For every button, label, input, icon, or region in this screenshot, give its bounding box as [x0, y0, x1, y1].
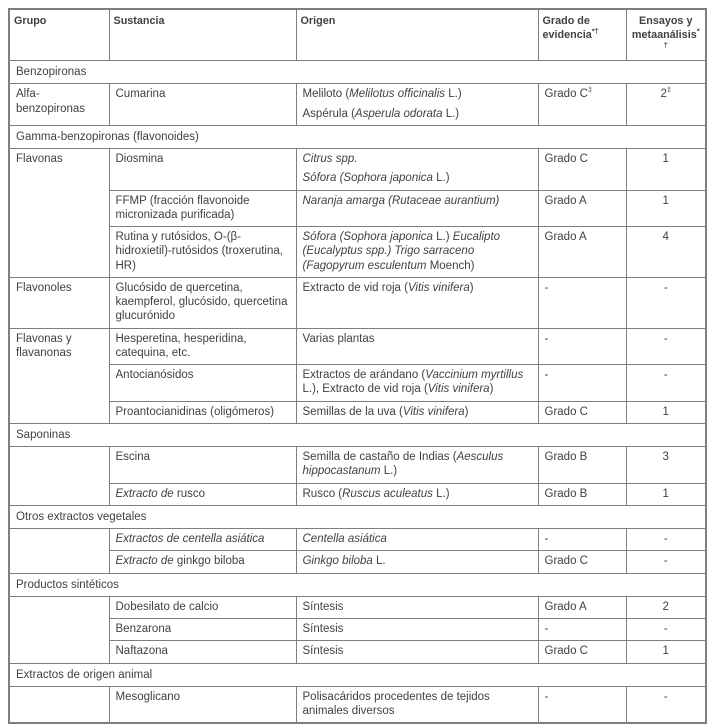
- cell-ensayos: [626, 619, 706, 641]
- text-segment: Naftazona: [115, 645, 168, 658]
- text-segment: Grado C: [544, 88, 588, 101]
- cell-origen: [296, 483, 538, 505]
- cell-ensayos: [626, 551, 706, 573]
- cell-grado: [538, 551, 626, 573]
- text-segment: Varias plantas: [302, 332, 375, 345]
- text-segment: ‡: [587, 85, 593, 95]
- cell-paragraph: [545, 487, 620, 501]
- cell-paragraph: [633, 281, 700, 295]
- text-segment: Vitis vinifera: [427, 383, 490, 396]
- cell-grado: [538, 483, 626, 505]
- cell-paragraph: [303, 450, 532, 479]
- cell-paragraph: [633, 644, 700, 658]
- column-header-sustancia: [109, 9, 296, 61]
- cell-sustancia: [109, 447, 296, 484]
- cell-origen: [296, 447, 538, 484]
- column-header-footnote-mark: *†: [663, 26, 700, 50]
- text-segment: Melilotus officinalis: [349, 88, 446, 101]
- cell-paragraph: [16, 87, 103, 116]
- cell-sustancia: [109, 84, 296, 126]
- column-header-label: Origen: [300, 15, 336, 27]
- cell-ensayos: [626, 596, 706, 618]
- text-segment: L.): [432, 172, 450, 185]
- text-segment: -: [544, 623, 549, 636]
- table-row: [9, 227, 706, 278]
- text-segment: Grado C: [544, 405, 588, 418]
- cell-origen: [296, 328, 538, 365]
- cell-paragraph: [545, 281, 620, 295]
- cell-ensayos: [626, 84, 706, 126]
- text-segment: 4: [662, 231, 669, 244]
- table-row: [9, 365, 706, 402]
- text-segment: -: [544, 332, 549, 345]
- cell-origen: [296, 529, 538, 551]
- cell-grado: [538, 365, 626, 402]
- section-cell: [9, 663, 706, 686]
- text-segment: Glucósido de quercetina, kaempferol, glucósido, quercetina glucurónido: [115, 281, 288, 323]
- cell-grado: [538, 529, 626, 551]
- text-segment: Meliloto (: [302, 88, 350, 101]
- cell-origen: [296, 401, 538, 423]
- cell-paragraph: [303, 281, 532, 295]
- cell-grupo: [9, 277, 109, 328]
- section-row: [9, 61, 706, 84]
- column-header-footnote-mark: *†: [591, 26, 599, 36]
- text-segment: Polisacáridos procedentes de tejidos animales diversos: [302, 690, 490, 718]
- cell-grado: [538, 619, 626, 641]
- text-segment: L.: [372, 555, 386, 568]
- section-label: Saponinas: [16, 428, 71, 441]
- text-segment: Moench): [426, 259, 475, 272]
- text-segment: Grado B: [544, 487, 588, 500]
- cell-paragraph: [116, 87, 290, 101]
- cell-paragraph: [116, 487, 290, 501]
- cell-paragraph: [633, 554, 700, 568]
- section-label: Benzopironas: [16, 66, 87, 79]
- column-header-label: Grado de evidencia: [542, 15, 592, 42]
- table-row: [9, 619, 706, 641]
- text-segment: Extractos de centella asiática: [115, 533, 265, 546]
- cell-origen: [296, 551, 538, 573]
- text-segment: Flavonas: [16, 153, 63, 166]
- text-segment: Grado C: [544, 555, 588, 568]
- cell-grado: [538, 190, 626, 227]
- text-segment: Hesperetina, hesperidina, catequina, etc.: [115, 332, 247, 359]
- text-segment: Rusco (: [302, 487, 343, 500]
- cell-sustancia: [109, 365, 296, 402]
- cell-origen: [296, 149, 538, 191]
- text-segment: ): [469, 281, 474, 294]
- cell-ensayos: [626, 447, 706, 484]
- cell-paragraph: [116, 368, 290, 382]
- text-segment: Sófora (Sophora japonica: [302, 172, 433, 185]
- text-segment: ): [464, 405, 469, 418]
- cell-paragraph: [545, 87, 620, 101]
- text-segment: -: [663, 690, 668, 703]
- text-segment: 1: [662, 645, 669, 658]
- column-header-origen: [296, 9, 538, 61]
- cell-paragraph: [633, 690, 700, 704]
- cell-paragraph: [633, 332, 700, 346]
- section-cell: [9, 61, 706, 84]
- text-segment: -: [663, 555, 668, 568]
- cell-origen: [296, 84, 538, 126]
- text-segment: -: [663, 332, 668, 345]
- text-segment: -: [663, 281, 668, 294]
- text-segment: Extractos de arándano (: [302, 369, 426, 382]
- section-row: [9, 423, 706, 446]
- cell-paragraph: [303, 87, 532, 101]
- text-segment: Proantocianidinas (oligómeros): [115, 405, 275, 418]
- cell-paragraph: [303, 487, 532, 501]
- cell-paragraph: [116, 622, 290, 636]
- text-segment: Mesoglicano: [115, 690, 181, 703]
- cell-sustancia: [109, 227, 296, 278]
- cell-paragraph: [545, 450, 620, 464]
- cell-paragraph: [633, 405, 700, 419]
- text-segment: Ginkgo biloba: [302, 555, 373, 568]
- cell-paragraph: [545, 690, 620, 704]
- cell-sustancia: [109, 596, 296, 618]
- text-segment: 1: [662, 153, 669, 166]
- cell-paragraph: [545, 554, 620, 568]
- text-segment: Vitis vinifera: [402, 405, 465, 418]
- cell-paragraph: [116, 600, 290, 614]
- cell-ensayos: [626, 529, 706, 551]
- text-segment: Vitis vinifera: [407, 281, 470, 294]
- text-segment: L.): [432, 231, 453, 244]
- cell-paragraph: [116, 281, 290, 324]
- cell-grado: [538, 596, 626, 618]
- cell-grupo: [9, 149, 109, 278]
- cell-origen: [296, 686, 538, 723]
- text-segment: 3: [662, 451, 669, 464]
- text-segment: 1: [662, 194, 669, 207]
- cell-ensayos: [626, 401, 706, 423]
- cell-grado: [538, 641, 626, 663]
- cell-grupo: [9, 529, 109, 574]
- text-segment: rusco: [173, 487, 205, 500]
- cell-paragraph: [545, 332, 620, 346]
- text-segment: -: [544, 281, 549, 294]
- text-segment: ‡: [666, 85, 672, 95]
- cell-origen: [296, 596, 538, 618]
- text-segment: -: [663, 623, 668, 636]
- table-row: [9, 190, 706, 227]
- cell-paragraph: [116, 554, 290, 568]
- text-segment: Rutina y rutósidos, O-(β-hidroxietil)-rutósidos (troxerutina, HR): [115, 231, 283, 272]
- text-segment: Extracto de: [115, 487, 174, 500]
- cell-paragraph: [633, 487, 700, 501]
- column-header-grupo: [9, 9, 109, 61]
- text-segment: Aspérula (: [302, 107, 355, 120]
- section-label: Productos sintéticos: [16, 578, 119, 591]
- text-segment: Grado A: [544, 194, 587, 207]
- cell-paragraph: [545, 622, 620, 636]
- text-segment: 1: [662, 405, 669, 418]
- text-segment: L.): [442, 107, 460, 120]
- cell-paragraph: [633, 152, 700, 166]
- cell-grado: [538, 447, 626, 484]
- section-row: [9, 505, 706, 528]
- section-cell: [9, 423, 706, 446]
- cell-paragraph: [545, 405, 620, 419]
- cell-ensayos: [626, 686, 706, 723]
- table-row: [9, 149, 706, 191]
- cell-ensayos: [626, 365, 706, 402]
- text-segment: -: [663, 369, 668, 382]
- cell-grupo: [9, 596, 109, 663]
- section-cell: [9, 505, 706, 528]
- text-segment: 1: [662, 487, 669, 500]
- text-segment: Síntesis: [302, 645, 344, 658]
- cell-paragraph: [116, 405, 290, 419]
- section-row: [9, 125, 706, 148]
- column-header-grado: [538, 9, 626, 61]
- text-segment: -: [663, 533, 668, 546]
- cell-ensayos: [626, 190, 706, 227]
- text-segment: L.): [380, 465, 398, 478]
- cell-origen: [296, 619, 538, 641]
- header-row: [9, 9, 706, 61]
- cell-grupo: [9, 328, 109, 423]
- cell-paragraph: [633, 194, 700, 208]
- text-segment: Vaccinium myrtillus: [425, 369, 524, 382]
- cell-paragraph: [116, 230, 290, 273]
- table-body: [9, 61, 706, 724]
- column-header-label: Sustancia: [113, 15, 165, 27]
- table-row: [9, 401, 706, 423]
- cell-sustancia: [109, 551, 296, 573]
- table-row: [9, 483, 706, 505]
- cell-paragraph: [633, 230, 700, 244]
- cell-paragraph: [545, 152, 620, 166]
- text-segment: Naranja amarga (Rutaceae aurantium): [302, 194, 500, 207]
- section-label: Otros extractos vegetales: [16, 510, 147, 523]
- text-segment: Grado A: [544, 600, 587, 613]
- text-segment: Síntesis: [302, 600, 344, 613]
- cell-sustancia: [109, 483, 296, 505]
- cell-sustancia: [109, 686, 296, 723]
- cell-sustancia: [109, 190, 296, 227]
- cell-paragraph: [303, 194, 532, 208]
- text-segment: Flavonoles: [16, 281, 72, 294]
- cell-origen: [296, 190, 538, 227]
- text-segment: 2: [660, 88, 667, 101]
- section-row: [9, 573, 706, 596]
- cell-paragraph: [545, 230, 620, 244]
- cell-paragraph: [116, 332, 290, 361]
- cell-paragraph: [633, 600, 700, 614]
- text-segment: Extracto de vid roja (: [302, 281, 408, 294]
- cell-paragraph: [16, 332, 103, 361]
- text-segment: Centella asiática: [302, 533, 387, 546]
- cell-paragraph: [303, 405, 532, 419]
- cell-paragraph: [116, 644, 290, 658]
- text-segment: Grado B: [544, 451, 588, 464]
- text-segment: 2: [662, 600, 669, 613]
- text-segment: Semilla de castaño de Indias (: [302, 451, 457, 464]
- cell-paragraph: [303, 622, 532, 636]
- text-segment: Citrus spp.: [302, 153, 358, 166]
- table-row: [9, 596, 706, 618]
- cell-grado: [538, 277, 626, 328]
- cell-sustancia: [109, 328, 296, 365]
- cell-paragraph: [303, 644, 532, 658]
- cell-sustancia: [109, 149, 296, 191]
- cell-paragraph: [16, 152, 103, 166]
- column-header-label: Grupo: [14, 15, 47, 27]
- table-row: [9, 84, 706, 126]
- text-segment: ): [489, 383, 494, 396]
- section-cell: [9, 573, 706, 596]
- cell-paragraph: [303, 230, 532, 273]
- text-segment: Flavonas y flavanonas: [16, 332, 72, 359]
- cell-grado: [538, 227, 626, 278]
- cell-grado: [538, 401, 626, 423]
- text-segment: -: [544, 533, 549, 546]
- cell-grado: [538, 149, 626, 191]
- table-row: [9, 529, 706, 551]
- text-segment: Ruscus aculeatus: [342, 487, 433, 500]
- text-segment: Grado C: [544, 153, 588, 166]
- text-segment: Antocianósidos: [115, 369, 194, 382]
- text-segment: Semillas de la uva (: [302, 405, 403, 418]
- cell-paragraph: [545, 194, 620, 208]
- cell-grado: [538, 328, 626, 365]
- cell-sustancia: [109, 401, 296, 423]
- cell-sustancia: [109, 641, 296, 663]
- section-cell: [9, 125, 706, 148]
- cell-paragraph: [303, 152, 532, 166]
- text-segment: -: [544, 369, 549, 382]
- cell-ensayos: [626, 328, 706, 365]
- cell-origen: [296, 641, 538, 663]
- cell-paragraph: [545, 532, 620, 546]
- text-segment: Diosmina: [115, 153, 164, 166]
- cell-ensayos: [626, 149, 706, 191]
- text-segment: FFMP (fracción flavonoide micronizada purificada): [115, 194, 250, 221]
- text-segment: Grado C: [544, 645, 588, 658]
- cell-origen: [296, 277, 538, 328]
- cell-paragraph: [303, 332, 532, 346]
- table-row: [9, 551, 706, 573]
- cell-origen: [296, 365, 538, 402]
- cell-paragraph: [16, 281, 103, 295]
- cell-paragraph: [633, 532, 700, 546]
- cell-ensayos: [626, 227, 706, 278]
- cell-ensayos: [626, 277, 706, 328]
- cell-paragraph: [633, 450, 700, 464]
- cell-sustancia: [109, 619, 296, 641]
- cell-ensayos: [626, 483, 706, 505]
- cell-paragraph: [116, 532, 290, 546]
- cell-grupo: [9, 447, 109, 506]
- venotonics-evidence-table: [8, 8, 707, 724]
- cell-paragraph: [545, 600, 620, 614]
- cell-paragraph: [116, 690, 290, 704]
- cell-paragraph: [633, 368, 700, 382]
- cell-paragraph: [303, 171, 532, 185]
- cell-paragraph: [633, 622, 700, 636]
- cell-paragraph: [303, 600, 532, 614]
- cell-paragraph: [545, 644, 620, 658]
- text-segment: Escina: [115, 451, 151, 464]
- text-segment: Síntesis: [302, 623, 344, 636]
- cell-grado: [538, 84, 626, 126]
- cell-paragraph: [116, 450, 290, 464]
- table-row: [9, 641, 706, 663]
- cell-paragraph: [116, 152, 290, 166]
- section-label: Extractos de origen animal: [16, 668, 153, 681]
- column-header-label: Ensayos y metaanálisis: [631, 15, 697, 42]
- cell-sustancia: [109, 529, 296, 551]
- cell-paragraph: [303, 690, 532, 719]
- table-row: [9, 277, 706, 328]
- text-segment: Aesculus hippocastanum: [302, 451, 504, 478]
- cell-paragraph: [303, 368, 532, 397]
- cell-grado: [538, 686, 626, 723]
- text-segment: L.), Extracto de vid roja (: [302, 383, 428, 396]
- cell-origen: [296, 227, 538, 278]
- text-segment: Eucalipto (Eucalyptus spp.) Trigo sarraceno (Fagopyrum esculentum: [302, 231, 501, 272]
- text-segment: Sófora (Sophora japonica: [302, 231, 433, 244]
- cell-paragraph: [303, 532, 532, 546]
- cell-sustancia: [109, 277, 296, 328]
- cell-ensayos: [626, 641, 706, 663]
- table-row: [9, 686, 706, 723]
- cell-grupo: [9, 686, 109, 723]
- cell-grupo: [9, 84, 109, 126]
- text-segment: Dobesilato de calcio: [115, 600, 219, 613]
- column-header-ensayos: [626, 9, 706, 61]
- table-row: [9, 328, 706, 365]
- text-segment: -: [544, 690, 549, 703]
- text-segment: ginkgo biloba: [173, 555, 245, 568]
- text-segment: L.): [432, 487, 450, 500]
- text-segment: Extracto de: [115, 555, 174, 568]
- cell-paragraph: [303, 554, 532, 568]
- section-label: Gamma-benzopironas (flavonoides): [16, 130, 199, 143]
- text-segment: Alfa-benzopironas: [16, 88, 86, 115]
- text-segment: Asperula odorata: [354, 107, 443, 120]
- cell-paragraph: [303, 107, 532, 121]
- cell-paragraph: [633, 87, 700, 101]
- text-segment: Cumarina: [115, 88, 166, 101]
- cell-paragraph: [116, 194, 290, 223]
- section-row: [9, 663, 706, 686]
- table-head: [9, 9, 706, 61]
- cell-paragraph: [545, 368, 620, 382]
- text-segment: Benzarona: [115, 623, 172, 636]
- text-segment: L.): [445, 88, 462, 101]
- table-row: [9, 447, 706, 484]
- text-segment: Grado A: [544, 231, 587, 244]
